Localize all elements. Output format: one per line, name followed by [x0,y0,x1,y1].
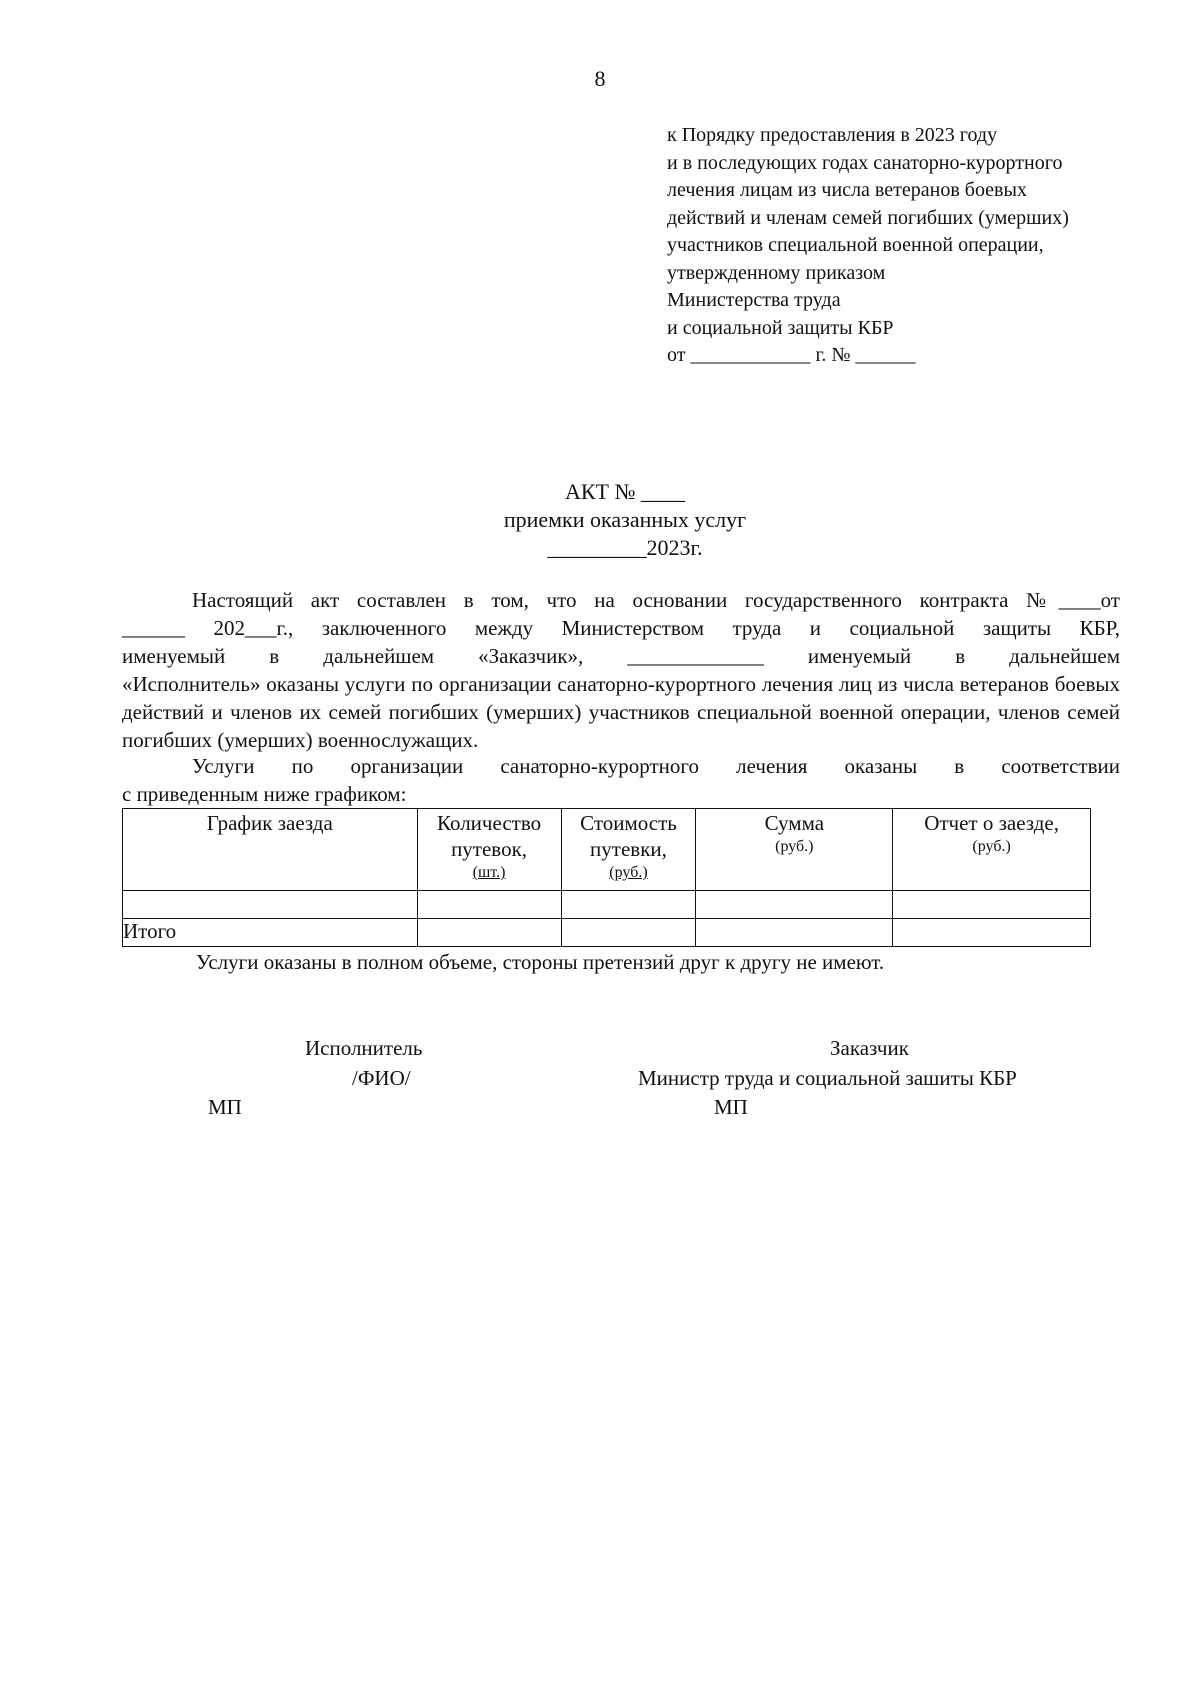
total-label: Итого [123,919,418,947]
appendix-line: утвержденному приказом [667,261,886,284]
customer-label: Заказчик [830,1036,909,1060]
header-schedule: График заезда [123,809,418,891]
table-cell [561,919,696,947]
executor-label: Исполнитель [305,1036,423,1060]
header-price: Стоимость путевки, (руб.) [561,809,696,891]
appendix-reference [667,122,1069,370]
paragraph-line: именуемый в дальнейшем «Заказчик», _____________ именуемый в дальнейшем [122,644,1120,668]
header-sum: Сумма (руб.) [696,809,893,891]
appendix-line: действий и членам семей погибших (умерших) [667,206,1069,229]
table-cell [417,919,561,947]
table-total-row [123,919,1091,947]
act-number: АКТ № ____ [565,479,685,504]
paragraph-line: Настоящий акт составлен в том, что на основании государственного контракта №____от [192,588,1120,612]
table-cell [893,919,1091,947]
customer-stamp: МП [714,1095,748,1119]
table-cell [417,891,561,919]
customer-title: Министр труда и социальной зашиты КБР [638,1066,1017,1090]
act-paragraph-contract [122,586,1120,754]
table-header-row [123,809,1091,891]
appendix-line: к Порядку предоставления в 2023 году [667,124,998,146]
appendix-line: и социальной защиты КБР [667,316,894,339]
appendix-line: Министерства труда [667,289,841,311]
paragraph-line: с приведенным ниже графиком: [122,782,407,806]
appendix-line: и в последующих годах санаторно-курортного [667,151,1063,174]
table-cell [696,919,893,947]
paragraph-line: Услуги по организации санаторно-курортного лечения оказаны в соответствии [192,754,1120,778]
appendix-line: от ____________ г. № ______ [667,344,916,366]
executor-stamp: МП [208,1095,242,1119]
act-subtitle: приемки оказанных услуг [503,507,747,532]
act-title [0,478,1200,562]
table-row [123,891,1091,919]
schedule-table [122,808,1091,947]
act-date: _________2023г. [547,535,703,560]
appendix-line: участников специальной военной операции, [667,234,1044,256]
page-number: 8 [594,66,606,91]
table-cell [893,891,1091,919]
table-cell [123,891,418,919]
paragraph-text: «Исполнитель» оказаны услуги по организации санаторно-курортного лечения лиц из числа ветеранов боевых действий и членов их семей погибших (умерших) участников специальной военной операции, членов семей погибших (умерших) военнослужащих. [122,672,1120,752]
paragraph-line: ______ 202___г., заключенного между Министерством труда и социальной защиты КБР, [122,616,1120,640]
act-paragraph-schedule [122,752,1120,808]
header-report: Отчет о заезде, (руб.) [893,809,1091,891]
executor-name: /ФИО/ [352,1066,411,1090]
closing-statement: Услуги оказаны в полном объеме, стороны претензий друг к другу не имеют. [196,950,885,974]
header-quantity: Количество путевок, (шт.) [417,809,561,891]
appendix-line: лечения лицам из числа ветеранов боевых [667,179,1027,201]
table-cell [561,891,696,919]
table-cell [696,891,893,919]
